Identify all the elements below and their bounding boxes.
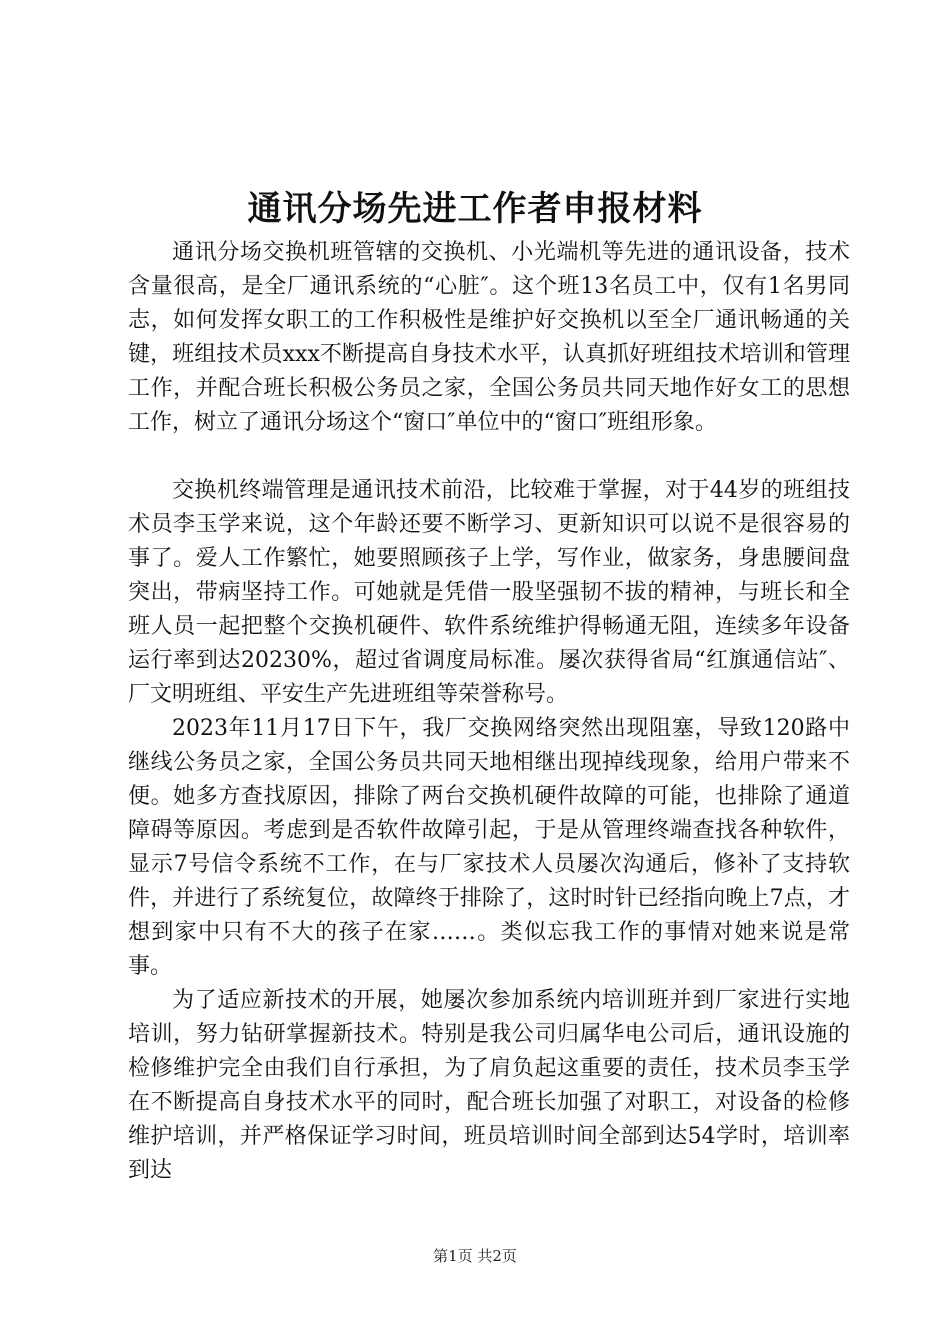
paragraph-3: 2023年11月17日下午，我厂交换网络突然出现阻塞，导致120路中继线公务员之家，全国公务员共同天地相继出现掉线现象，给用户带来不便。她多方查找原因，排除了两台交换机硬件故障的可能，也排除了通道障碍等原因。考虑到是否软件故障引起，于是从管理终端查找各种软件，显示7号信令系统不工作，在与厂家技术人员屡次沟通后，修补了支持软件，并进行了系统复位，故障终于排除了，这时时针已经指向晚上7点，才想到家中只有不大的孩子在家……。类似忘我工作的事情对她来说是常事。	[128, 716, 850, 979]
page-number-footer: 第1页 共2页	[433, 1247, 517, 1265]
paragraph-4: 为了适应新技术的开展，她屡次参加系统内培训班并到厂家进行实地培训，努力钻研掌握新技术。特别是我公司归属华电公司后，通讯设施的检修维护完全由我们自行承担，为了肩负起这重要的责任，技术员李玉学在不断提高自身技术水平的同时，配合班长加强了对职工，对设备的检修维护培训，并严格保证学习时间，班员培训时间全部到达54学时，培训率到达	[128, 988, 850, 1183]
document-body	[128, 236, 850, 1188]
paragraph-1: 通讯分场交换机班管辖的交换机、小光端机等先进的通讯设备，技术含量很高，是全厂通讯系统的“心脏″。这个班13名员工中，仅有1名男同志，如何发挥女职工的工作积极性是维护好交换机以至全厂通讯畅通的关键，班组技术员xxx不断提高自身技术水平，认真抓好班组技术培训和管理工作，并配合班长积极公务员之家，全国公务员共同天地作好女工的思想工作，树立了通讯分场这个“窗口″单位中的“窗口″班组形象。	[128, 240, 850, 435]
paragraph-2: 交换机终端管理是通讯技术前沿，比较难于掌握，对于44岁的班组技术员李玉学来说，这个年龄还要不断学习、更新知识可以说不是很容易的事了。爱人工作繁忙，她要照顾孩子上学，写作业，做家务，身患腰间盘突出，带病坚持工作。可她就是凭借一股坚强韧不拔的精神，与班长和全班人员一起把整个交换机硬件、软件系统维护得畅通无阻，连续多年设备运行率到达20230%，超过省调度局标准。屡次获得省局“红旗通信站″、厂文明班组、平安生产先进班组等荣誉称号。	[128, 478, 850, 707]
document-title: 通讯分场先进工作者申报材料	[247, 189, 703, 229]
